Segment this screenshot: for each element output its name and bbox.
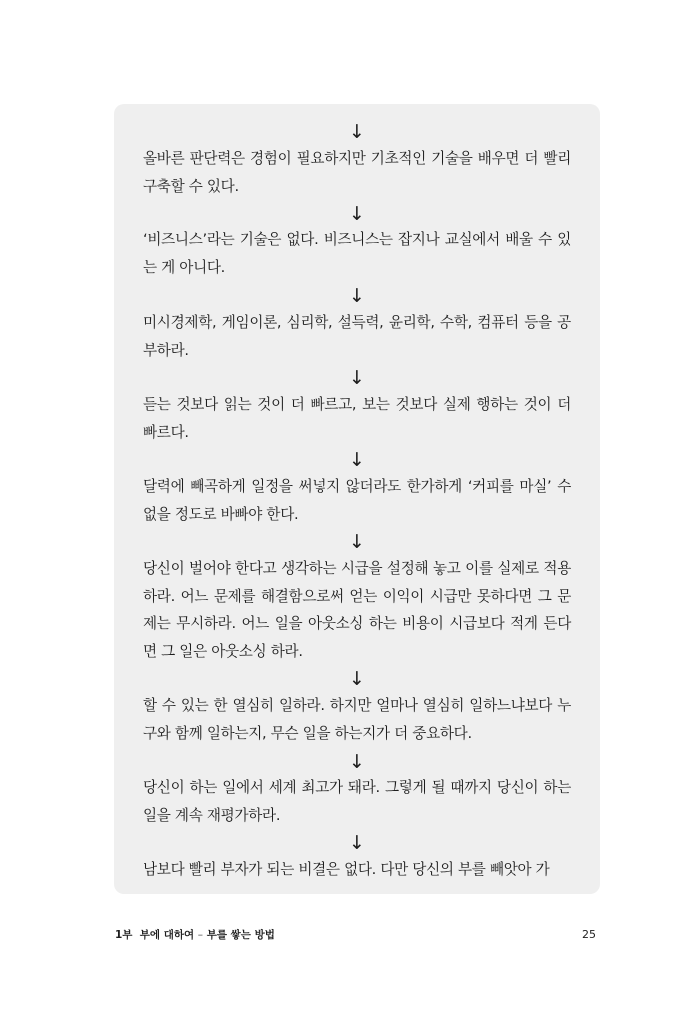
- down-arrow-icon: ↓: [349, 531, 365, 553]
- paragraph: 듣는 것보다 읽는 것이 더 빠르고, 보는 것보다 실제 행하는 것이 더 빠르다.: [143, 396, 571, 441]
- content-box: [114, 104, 600, 894]
- page-number: 25: [582, 928, 596, 941]
- down-arrow-icon: ↓: [349, 121, 365, 143]
- part-title: 부에 대하여: [139, 929, 195, 941]
- paragraph: 미시경제학, 게임이론, 심리학, 설득력, 윤리학, 수학, 컴퓨터 등을 공부하라.: [143, 314, 571, 359]
- down-arrow-icon: ↓: [349, 285, 365, 307]
- paragraph: 당신이 벌어야 한다고 생각하는 시급을 설정해 놓고 이를 실제로 적용하라. 어느 문제를 해결함으로써 얻는 이익이 시급만 못하다면 그 문제는 무시하라. 어느 일을 아웃소싱 하는 비용이 시급보다 적게 든다면 그 일은 아웃소싱 하라.: [143, 560, 571, 660]
- chapter-title: 부를 쌓는 방법: [206, 929, 275, 941]
- down-arrow-icon: ↓: [349, 367, 365, 389]
- down-arrow-icon: ↓: [349, 449, 365, 471]
- down-arrow-icon: ↓: [349, 751, 365, 773]
- part-label: 1부: [115, 929, 133, 941]
- down-arrow-icon: ↓: [349, 203, 365, 225]
- paragraph: ‘비즈니스’라는 기술은 없다. 비즈니스는 잡지나 교실에서 배울 수 있는 게 아니다.: [143, 231, 571, 276]
- paragraph: 남보다 빨리 부자가 되는 비결은 없다. 다만 당신의 부를 빼앗아 가: [143, 861, 550, 878]
- down-arrow-icon: ↓: [349, 668, 365, 690]
- down-arrow-icon: ↓: [349, 832, 365, 854]
- running-footer: [115, 927, 275, 943]
- paragraph: 당신이 하는 일에서 세계 최고가 돼라. 그렇게 될 때까지 당신이 하는 일을 계속 재평가하라.: [143, 779, 571, 824]
- paragraph: 할 수 있는 한 열심히 일하라. 하지만 얼마나 열심히 일하느냐보다 누구와 함께 일하는지, 무슨 일을 하는지가 더 중요하다.: [143, 697, 571, 742]
- paragraph: 올바른 판단력은 경험이 필요하지만 기초적인 기술을 배우면 더 빨리 구축할 수 있다.: [143, 150, 571, 195]
- paragraph: 달력에 빼곡하게 일정을 써넣지 않더라도 한가하게 ‘커피를 마실’ 수 없을 정도로 바빠야 한다.: [143, 478, 571, 523]
- footer-separator: –: [197, 929, 204, 941]
